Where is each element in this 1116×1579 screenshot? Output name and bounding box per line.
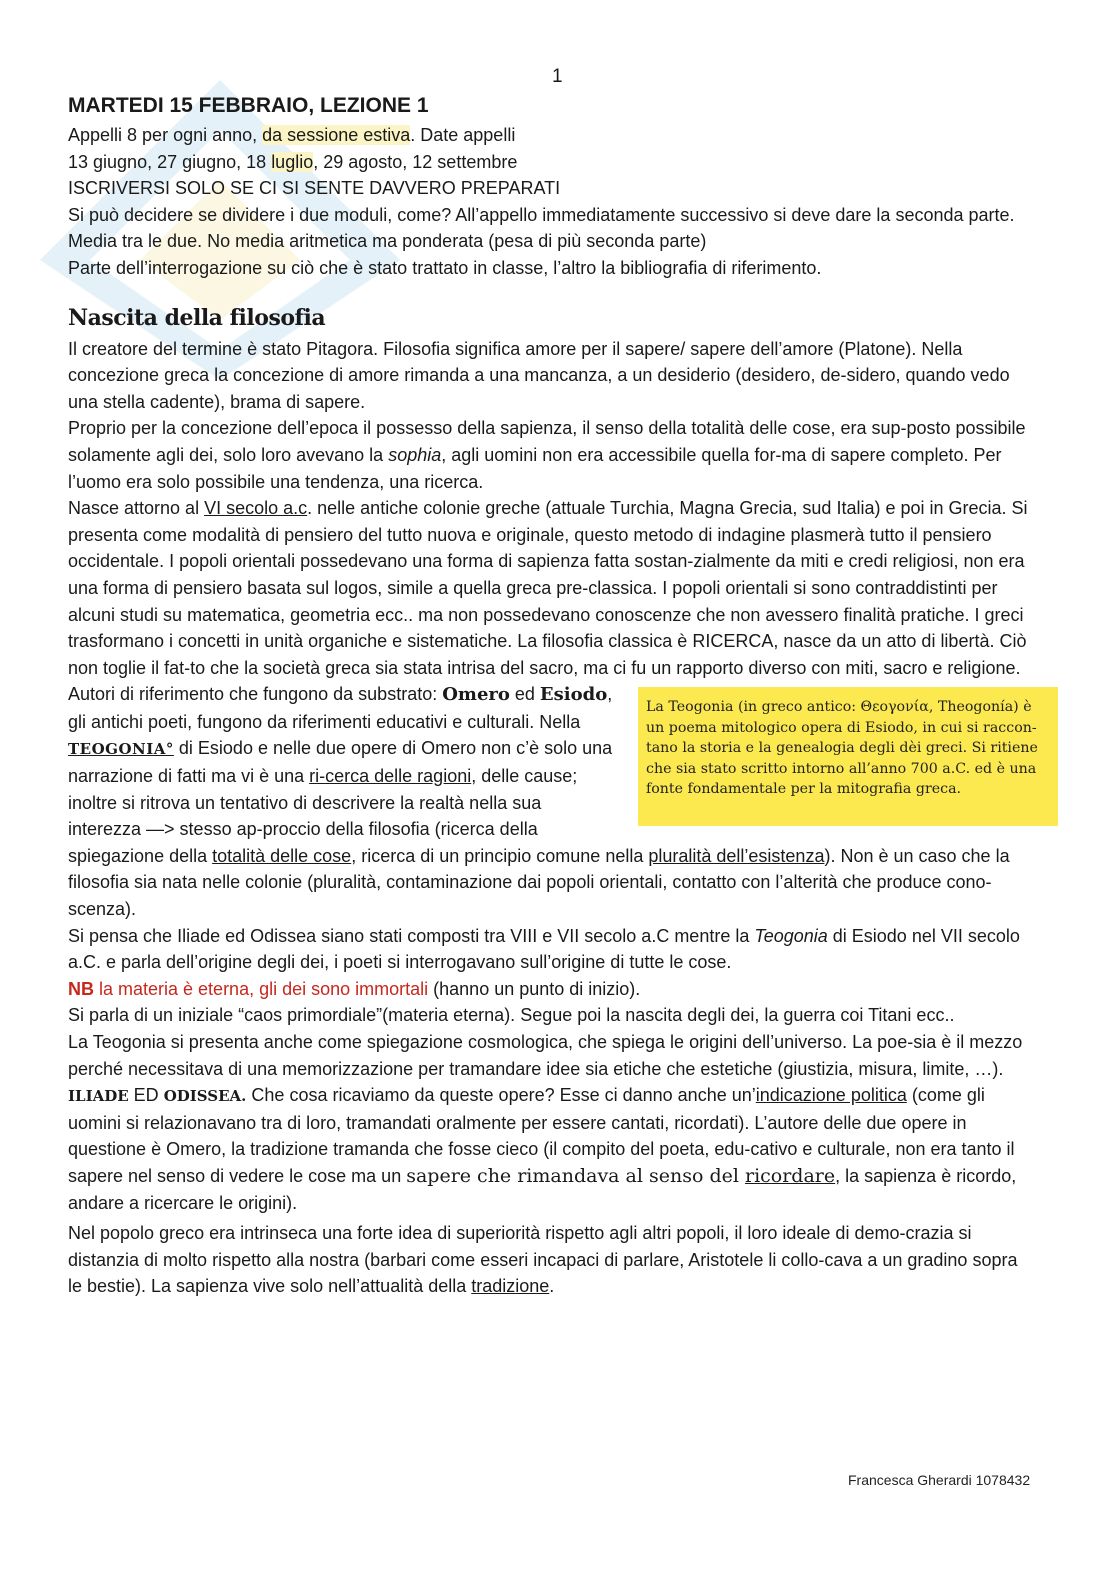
intro-line-3: ISCRIVERSI SOLO SE CI SI SENTE DAVVERO PREPARATI bbox=[68, 178, 561, 199]
intro-line-2: 13 giugno, 27 giugno, 18 luglio, 29 agosto, 12 settembre bbox=[68, 151, 518, 172]
paragraph-9: ILIADE ED ODISSEA. Che cosa ricaviamo da queste opere? Esse ci danno anche un’indicazione politica (come gli uomini si relazionavano tra di loro, tramandati oralmente per essere cantati, ricordati). L’autore delle due opere in questione è Omero, la tradizione tramanda che fosse cieco (il compito del poeta, edu-cativo e culturale, non era tanto il sapere nel senso di vedere le cose ma un sapere che rimandava al senso del ricordare, la sapienza è ricordo, andare a ricercare le origini). bbox=[68, 1085, 1017, 1213]
document-body bbox=[68, 92, 1038, 1300]
paragraph-3: Nasce attorno al VI secolo a.c. nelle antiche colonie greche (attuale Turchia, Magna Grecia, sud Italia) e poi in Grecia. Si presenta come modalità di pensiero del tutto nuova e originale, questo metodo di indagine plasmerà tutto il pensiero occidentale. I popoli orientali possedevano una forma di sapienza fatta sostan-zialmente da miti e credi religiosi, non era una forma di pensiero basata sul logos, simile a quella greca pre-classica. I popoli orientali si sono contraddistinti per alcuni studi su matematica, geometria ecc.. ma non possedevano conoscenze che non avessero finalità pratiche. I greci trasformano i concetti in unità organiche e sistematiche. La filosofia classica è RICERCA, nasce da un atto di libertà. Ciò non toglie il fat-to che la società greca sia stata intrisa del sacro, ma ci fu un rapporto diverso con miti, sacro e religione. bbox=[68, 498, 1028, 678]
page-title: MARTEDI 15 FEBBRAIO, LEZIONE 1 bbox=[68, 94, 429, 117]
intro-line-1: Appelli 8 per ogni anno, da sessione estiva. Date appelli bbox=[68, 125, 516, 145]
paragraph-5: Si pensa che Iliade ed Odissea siano stati composti tra VIII e VII secolo a.C mentre la Teogonia di Esiodo nel VII secolo a.C. e parla dell’origine degli dei, i poeti si interrogavano sull’origine di tutte le cose. bbox=[68, 925, 1020, 973]
paragraph-7: Si parla di un iniziale “caos primordiale”(materia eterna). Segue poi la nascita degli dei, la guerra coi Titani ecc.. bbox=[68, 1005, 955, 1026]
intro-line-5: Parte dell’interrogazione su ciò che è stato trattato in classe, l’altro la bibliografia di riferimento. bbox=[68, 257, 822, 278]
section-heading: Nascita della filosofia bbox=[68, 304, 326, 331]
paragraph-6-nb: NB la materia è eterna, gli dei sono immortali (hanno un punto di inizio). bbox=[68, 978, 641, 999]
intro-line-4: Si può decidere se dividere i due moduli, come? All’appello immediatamente successivo si deve dare la seconda parte. Media tra le due. No media aritmetica ma ponderata (pesa di più seconda parte) bbox=[68, 204, 1015, 252]
paragraph-2: Proprio per la concezione dell’epoca il possesso della sapienza, il senso della totalità delle cose, era sup-posto possibile solamente agli dei, solo loro avevano la sophia, agli uomini non era accessibile quella for-ma di sapere completo. Per l’uomo era solo possibile una tendenza, una ricerca. bbox=[68, 418, 1026, 492]
paragraph-10: Nel popolo greco era intrinseca una forte idea di superiorità rispetto agli altri popoli, il loro ideale di demo-crazia si distanzia di molto rispetto alla nostra (barbari come esseri incapaci di parlare, Aristotele li collo-cava a un gradino sopra le bestie). La sapienza vive solo nell’attualità della tradizione. bbox=[68, 1223, 1018, 1297]
paragraph-8: La Teogonia si presenta anche come spiegazione cosmologica, che spiega le origini dell’universo. La poe-sia è il mezzo perché necessitava di una memorizzazione per tramandare idee sia etiche che estetiche (giustizia, misura, limite, …). bbox=[68, 1032, 1023, 1079]
teogonia-note-box: La Teogonia (in greco antico: Θεογονία, Theogonía) è un poema mitologico opera di Esiodo, in cui si raccon-tano la storia e la genealogia degli dèi greci. Si ritiene che sia stato scritto intorno all’anno 700 a.C. ed è una fonte fondamentale per la mitografia greca. bbox=[638, 687, 1058, 826]
paragraph-4: Autori di riferimento che fungono da substrato: Omero ed Esiodo, gli antichi poeti, fungono da riferimenti educativi e culturali. Nella TEOGONIA° di Esiodo e nelle due opere di Omero non c’è solo una narrazione di fatti ma vi è una ri-cerca delle ragioni, delle cause; inoltre si ritrova un tentativo di descrivere la realtà nella sua interezza —> stesso ap-proccio della filosofia (ricerca della spiegazione della totalità delle cose, ricerca di un principio comune nella pluralità dell’esistenza). Non è un caso che la filosofia sia nata nelle colonie (pluralità, contaminazione dai popoli orientali, contatto con l’alterità che produce cono-scenza). bbox=[68, 684, 1010, 920]
page-number: 1 bbox=[552, 66, 563, 87]
paragraph-1: Il creatore del termine è stato Pitagora. Filosofia significa amore per il sapere/ sapere dell’amore (Platone). Nella concezione greca la concezione di amore rimanda a una mancanza, a un desiderio (desidero, de-sidero, quando vedo una stella cadente), brama di sapere. bbox=[68, 338, 1010, 412]
footer-author: Francesca Gherardi 1078432 bbox=[848, 1472, 1031, 1488]
